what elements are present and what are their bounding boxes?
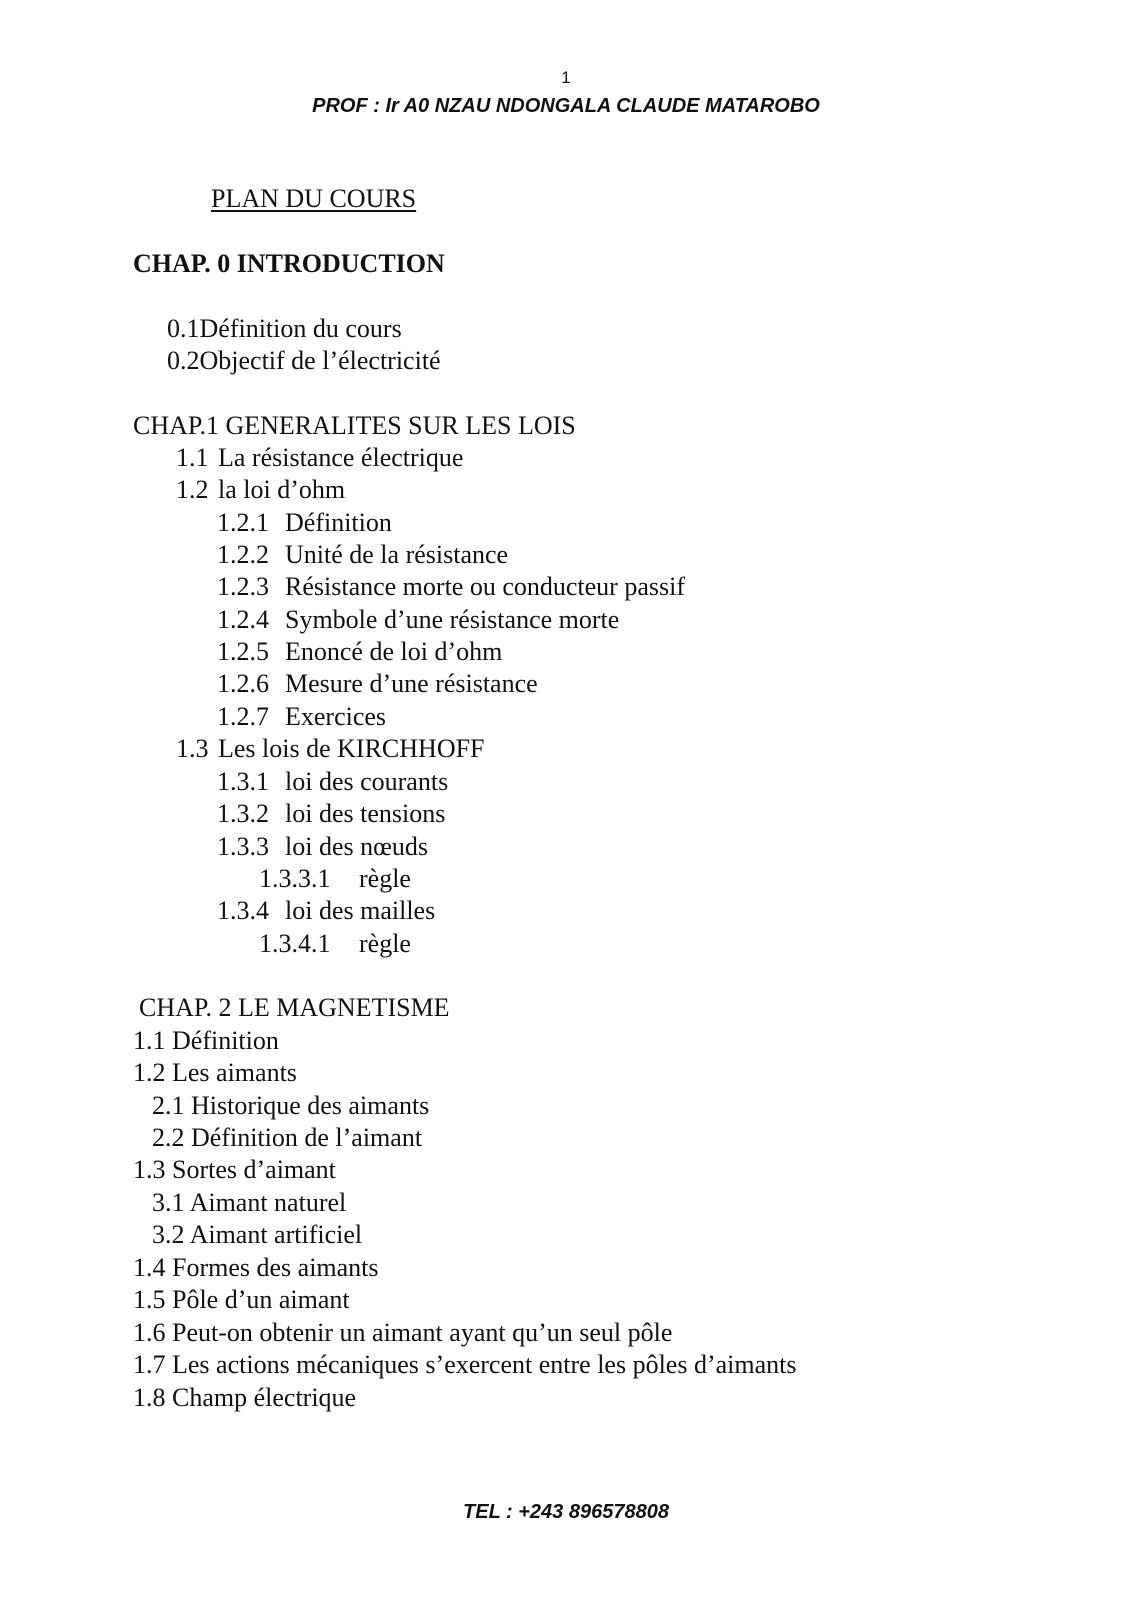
toc-item-1-2-5 bbox=[217, 636, 502, 668]
toc-item-2-2-2: 2.2 Définition de l’aimant bbox=[152, 1123, 423, 1152]
toc-item-1-3-2 bbox=[217, 798, 445, 830]
toc-item-2-2-1: 2.1 Historique des aimants bbox=[152, 1091, 430, 1120]
section-number: 1.2.3 bbox=[217, 572, 269, 601]
section-number: 1.3.3.1 bbox=[259, 864, 331, 893]
toc-item-1-2-1 bbox=[217, 507, 392, 539]
toc-item-1-2-4 bbox=[217, 604, 619, 636]
section-label: règle bbox=[359, 929, 411, 958]
toc-item-0-1: 0.1Définition du cours bbox=[167, 314, 402, 343]
section-label: loi des nœuds bbox=[285, 832, 428, 861]
toc-item-1-3-4 bbox=[217, 895, 435, 927]
toc-item-2-1-1: 1.1 Définition bbox=[133, 1026, 279, 1055]
section-label: loi des tensions bbox=[285, 799, 446, 828]
section-label: Définition bbox=[285, 508, 392, 537]
toc-item-2-3-1: 3.1 Aimant naturel bbox=[152, 1188, 347, 1217]
toc-item-0-2: 0.2Objectif de l’électricité bbox=[167, 346, 441, 375]
toc-item-1-3-3-1 bbox=[259, 863, 411, 895]
toc-item-2-1-4: 1.4 Formes des aimants bbox=[133, 1253, 379, 1282]
toc-item-2-1-3: 1.3 Sortes d’aimant bbox=[133, 1155, 336, 1184]
section-label: la loi d’ohm bbox=[218, 475, 346, 504]
section-number: 1.2.5 bbox=[217, 637, 269, 666]
toc-item-1-3 bbox=[176, 733, 485, 765]
section-number: 1.3 bbox=[176, 734, 209, 763]
section-number: 1.2.4 bbox=[217, 605, 269, 634]
section-label: Symbole d’une résistance morte bbox=[285, 605, 620, 634]
section-label: loi des mailles bbox=[285, 896, 436, 925]
toc-item-1-3-3 bbox=[217, 831, 428, 863]
toc-item-2-1-8: 1.8 Champ électrique bbox=[133, 1383, 357, 1412]
section-label: La résistance électrique bbox=[218, 443, 464, 472]
section-label: Résistance morte ou conducteur passif bbox=[285, 572, 685, 601]
section-label: Mesure d’une résistance bbox=[285, 669, 538, 698]
section-number: 1.2 bbox=[176, 475, 209, 504]
section-label: règle bbox=[359, 864, 411, 893]
toc-item-1-2-2 bbox=[217, 539, 508, 571]
chapter-2-title: CHAP. 2 LE MAGNETISME bbox=[139, 993, 450, 1022]
chapter-0-title: CHAP. 0 INTRODUCTION bbox=[133, 249, 445, 278]
section-number: 1.3.2 bbox=[217, 799, 269, 828]
section-label: loi des courants bbox=[285, 767, 449, 796]
toc-item-1-2-3 bbox=[217, 571, 685, 603]
section-number: 1.2.2 bbox=[217, 540, 269, 569]
section-number: 1.2.1 bbox=[217, 508, 269, 537]
section-number: 1.2.6 bbox=[217, 669, 269, 698]
toc-item-1-3-4-1 bbox=[259, 928, 411, 960]
section-number: 1.3.4 bbox=[217, 896, 269, 925]
toc-item-1-2-6 bbox=[217, 668, 538, 700]
section-number: 1.1 bbox=[176, 443, 209, 472]
page-header: PROF : Ir A0 NZAU NDONGALA CLAUDE MATAROBO bbox=[312, 95, 820, 117]
section-label: Les lois de KIRCHHOFF bbox=[218, 734, 485, 763]
toc-item-2-1-6: 1.6 Peut-on obtenir un aimant ayant qu’un seul pôle bbox=[133, 1318, 673, 1347]
toc-item-1-2-7 bbox=[217, 701, 386, 733]
toc-item-2-3-2: 3.2 Aimant artificiel bbox=[152, 1220, 363, 1249]
chapter-1-title: CHAP.1 GENERALITES SUR LES LOIS bbox=[133, 411, 576, 440]
section-label: Enoncé de loi d’ohm bbox=[285, 637, 503, 666]
toc-item-1-3-1 bbox=[217, 766, 448, 798]
plan-title: PLAN DU COURS bbox=[211, 184, 417, 213]
page-number: 1 bbox=[561, 68, 571, 87]
page-footer: TEL : +243 896578808 bbox=[463, 1501, 669, 1523]
section-label: Exercices bbox=[285, 702, 387, 731]
toc-item-2-1-5: 1.5 Pôle d’un aimant bbox=[133, 1285, 350, 1314]
section-number: 1.3.1 bbox=[217, 767, 269, 796]
toc-item-1-1 bbox=[176, 442, 463, 474]
section-number: 1.3.4.1 bbox=[259, 929, 331, 958]
section-label: Unité de la résistance bbox=[285, 540, 509, 569]
toc-item-1-2 bbox=[176, 474, 345, 506]
toc-item-2-1-2: 1.2 Les aimants bbox=[133, 1058, 297, 1087]
section-number: 1.3.3 bbox=[217, 832, 269, 861]
section-number: 1.2.7 bbox=[217, 702, 269, 731]
toc-item-2-1-7: 1.7 Les actions mécaniques s’exercent entre les pôles d’aimants bbox=[133, 1350, 797, 1379]
